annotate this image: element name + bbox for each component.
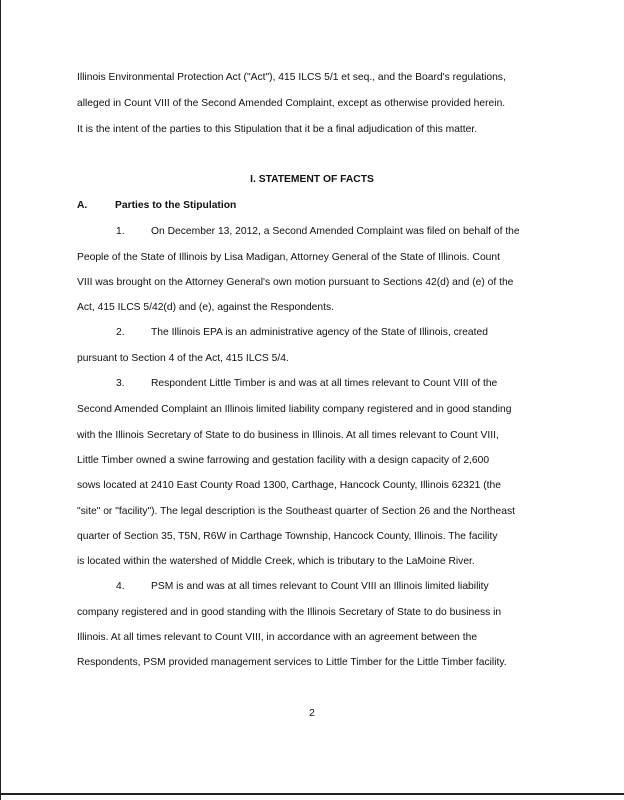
subsection-heading (77, 199, 236, 212)
para3-line-5: sows located at 2410 East County Road 1300, Carthage, Hancock County, Illinois 62321 (the (77, 480, 501, 491)
subsection-title: Parties to the Stipulation (115, 200, 237, 211)
para1-line-3: VIII was brought on the Attorney General's own motion pursuant to Sections 42(d) and (e) of the (77, 277, 514, 288)
para3-line-3: with the Illinois Secretary of State to do business in Illinois. At all times relevant to Count VIII, (77, 430, 499, 441)
para4-line-2: company registered and in good standing with the Illinois Secretary of State to do business in (77, 607, 502, 618)
para3-line-7: quarter of Section 35, T5N, R6W in Carthage Township, Hancock County, Illinois. The facility (77, 531, 498, 542)
para2-line-2: pursuant to Section 4 of the Act, 415 ILCS 5/4. (77, 353, 289, 364)
para1-line-4: Act, 415 ILCS 5/42(d) and (e), against the Respondents. (77, 302, 335, 313)
para4-number: 4. (116, 581, 125, 592)
para1-line-2: People of the State of Illinois by Lisa Madigan, Attorney General of the State of Illinois. Count (77, 252, 500, 263)
para1-text-1: On December 13, 2012, a Second Amended Complaint was filed on behalf of the (151, 226, 520, 237)
intro-line-1: Illinois Environmental Protection Act ("Act"), 415 ILCS 5/1 et seq., and the Board's regulations, (77, 72, 506, 83)
para3-line-2: Second Amended Complaint an Illinois limited liability company registered and in good standing (77, 404, 512, 415)
section-heading: I. STATEMENT OF FACTS (250, 174, 374, 185)
para4-line-4: Respondents, PSM provided management services to Little Timber for the Little Timber facility. (77, 657, 507, 668)
para3-line-8: is located within the watershed of Middle Creek, which is tributary to the LaMoine River. (77, 556, 475, 567)
para2-line-1 (116, 326, 488, 339)
scan-edge-left (0, 0, 1, 800)
para1-number: 1. (116, 226, 125, 237)
para3-text-1: Respondent Little Timber is and was at all times relevant to Count VIII of the (151, 378, 498, 389)
para3-line-4: Little Timber owned a swine farrowing and gestation facility with a design capacity of 2,600 (77, 455, 490, 466)
para3-number: 3. (116, 378, 125, 389)
intro-line-3: It is the intent of the parties to this Stipulation that it be a final adjudication of this matter. (77, 124, 478, 135)
page-number: 2 (309, 708, 315, 719)
para4-line-1 (116, 580, 489, 593)
para3-line-6: "site" or "facility"). The legal description is the Southeast quarter of Section 26 and the Northeast (77, 506, 515, 517)
intro-line-2: alleged in Count VIII of the Second Amended Complaint, except as otherwise provided herein. (77, 98, 506, 109)
para2-number: 2. (116, 327, 125, 338)
para1-line-1 (116, 225, 520, 238)
para3-line-1 (116, 377, 497, 390)
subsection-letter: A. (77, 200, 88, 211)
para2-text-1: The Illinois EPA is an administrative agency of the State of Illinois, created (151, 327, 488, 338)
scan-edge-bottom (0, 793, 624, 795)
para4-text-1: PSM is and was at all times relevant to Count VIII an Illinois limited liability (151, 581, 489, 592)
para4-line-3: Illinois. At all times relevant to Count VIII, in accordance with an agreement between the (77, 632, 478, 643)
